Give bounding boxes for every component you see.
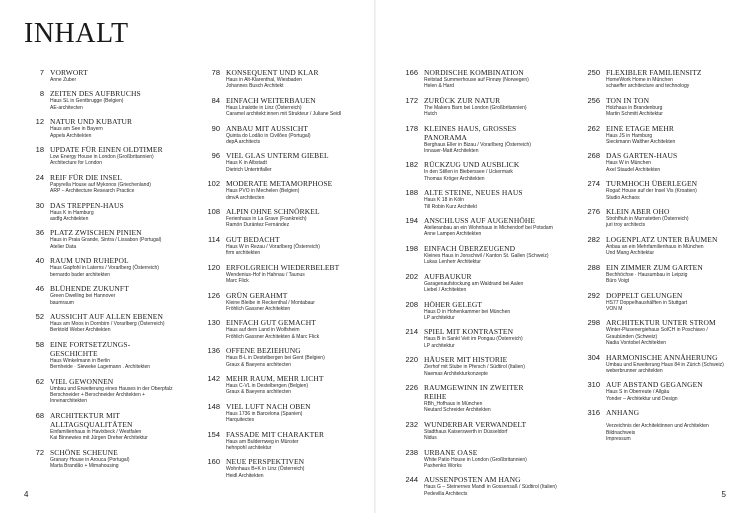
toc-entry (580, 151, 720, 173)
toc-page-number: 12 (35, 117, 44, 127)
toc-entry-author: Neutard Schreider Architekten (424, 407, 491, 414)
toc-page-number: 304 (587, 352, 600, 362)
toc-page-number: 46 (35, 284, 44, 294)
toc-entry-title: FLEXIBLER FAMILIENSITZ (606, 68, 702, 77)
toc-entry-title: RAUMGEWINN IN ZWEITER REIHE (424, 382, 524, 401)
toc-entry-subtitle: The Makers Barn bei London (Großbritannien) (424, 104, 527, 111)
toc-entry-author: Liebel / Architekten (424, 287, 467, 294)
toc-entry-author: Sieckmann Walther Architekten (606, 139, 676, 146)
toc-entry-title: RAUM UND RUHEPOL (50, 256, 129, 266)
toc-page-number: 78 (211, 68, 220, 77)
toc-entry-author: Till Robin Kurz Architekt (424, 203, 477, 210)
toc-entry-subtitle: Haus W in Rezau / Vorarlberg (Österreich) (226, 243, 320, 250)
toc-entry-subtitle: Haus C-VL in Destelbergen (Belgien) (226, 382, 309, 389)
toc-entry (200, 318, 340, 340)
toc-entry-subtitle: Haus am See in Bayern (50, 126, 103, 133)
toc-entry-title: HÄUSER MIT HISTORIE (424, 355, 508, 365)
toc-entry-author: Und Mang Architektur (606, 250, 655, 257)
toc-entry-title: FASSADE MIT CHARAKTER (226, 429, 325, 439)
toc-entry-subtitle: Haus K in Albstadt (226, 160, 267, 167)
toc-entry (200, 263, 340, 285)
toc-entry-subtitle: Haus K 18 in Köln (424, 197, 465, 204)
toc-entry-author: Nidus (424, 435, 437, 442)
toc-entry-author: firm architekten (226, 250, 261, 257)
toc-entry-title: RÜCKZUG UND AUSBLICK (424, 160, 520, 170)
toc-entry-author: LP architektur (424, 342, 455, 349)
toc-entry-author: asdfg Architekten (50, 216, 89, 223)
toc-entry-author: Dietrich Untertrifaller (226, 166, 272, 173)
toc-column-4 (580, 68, 724, 448)
toc-entry-author: Appels Architekten (50, 132, 92, 139)
toc-entry-subtitle: Haus in Alt-Klarenthal, Wiesbaden (226, 77, 302, 83)
toc-entry-title: EINFACH GUT GEMACHT (226, 318, 316, 328)
toc-entry-subtitle: Rogač House auf der Insel Vis (Kroatien) (606, 188, 697, 195)
toc-entry-author: juri troy architects (606, 222, 646, 229)
toc-page-number: 40 (35, 256, 44, 266)
toc-entry-subtitle: HS77 Doppelhaushälften in Stuttgart (606, 299, 688, 306)
toc-page-number: 310 (587, 380, 600, 390)
toc-entry (200, 124, 340, 146)
toc-entry (24, 173, 164, 195)
toc-entry (580, 408, 720, 442)
toc-entry-subtitle: RBh_Hofhaus in München (424, 400, 483, 407)
toc-entry-subtitle: White Patio House in London (Großbritannien) (424, 456, 527, 463)
toc-entry-author: ARP – Architecture Research Practice (50, 188, 135, 195)
toc-entry-author: Lukas Lenherr Architektur (424, 259, 481, 266)
toc-entry (580, 318, 720, 346)
toc-page-number: 232 (405, 419, 418, 429)
toc-page-number: 202 (405, 271, 418, 281)
toc-page-number: 182 (405, 160, 418, 170)
toc-entry (398, 475, 557, 497)
toc-entry-subtitle: Quinta do Lodão in Civilões (Portugal) (226, 132, 311, 139)
toc-entry-subtitle: Green Dwelling bei Hannover (50, 293, 116, 300)
toc-entry-author: Impressum (606, 435, 631, 442)
toc-entry-author: Architecture for London (50, 160, 102, 167)
toc-entry-title: VIEL GEWONNEN (50, 376, 114, 386)
toc-entry-title: OFFENE BEZIEHUNG (226, 346, 301, 356)
toc-page-number: 68 (35, 410, 44, 420)
toc-entry (24, 201, 164, 223)
toc-entry (398, 124, 538, 155)
toc-entry-author: Graux & Baeyens architecten (226, 389, 292, 396)
toc-page-number: 84 (211, 95, 220, 105)
toc-entry (580, 235, 720, 257)
toc-page-number: 102 (207, 179, 220, 189)
toc-entry-subtitle: Haus G – Steinernes Mandl in Gossensaß / Südtirol (Italien) (424, 484, 557, 491)
toc-entry-subtitle: Wendenius-Hof in Hahnau / Taunus (226, 271, 305, 278)
toc-entry-subtitle: Granary House in Arouca (Portugal) (50, 456, 130, 463)
toc-entry (398, 68, 538, 90)
toc-entry (200, 179, 340, 201)
toc-entry (200, 235, 340, 257)
toc-entry-title: DOPPELT GELUNGEN (606, 290, 683, 300)
toc-entry (24, 340, 164, 371)
toc-page-number: 282 (587, 234, 600, 244)
toc-entry-author: Innenarchitekten (50, 398, 87, 405)
toc-entry (24, 68, 164, 83)
toc-entry-author: Naemas Architekturkonzepte (424, 370, 488, 377)
toc-entry-author: Studio Archaos (606, 194, 640, 201)
toc-entry-subtitle: Graubünden (Schweiz) (606, 333, 658, 340)
toc-entry (398, 96, 538, 118)
toc-entry-title: SCHÖNE SCHEUNE (50, 447, 118, 457)
toc-page-number: 72 (35, 447, 44, 457)
toc-entry-title: ARCHITEKTUR MIT ALLTAGSQUALITÄTEN (50, 410, 133, 429)
toc-page-number: 250 (587, 68, 600, 77)
toc-entry-subtitle: Strohfhuh in Murnstetten (Österreich) (606, 216, 689, 223)
toc-page-number: 288 (587, 262, 600, 272)
toc-page-number: 292 (587, 290, 600, 300)
toc-entry-title: HÖHER GELEGT (424, 299, 483, 309)
toc-entry-author: Büro Voigt (606, 278, 630, 285)
toc-entry-author: Pashenko Works (424, 462, 462, 469)
toc-entry-author: Marc Flick (226, 278, 249, 285)
toc-entry-title: VIEL LUFT NACH OBEN (226, 401, 311, 411)
toc-page-number: 274 (587, 179, 600, 189)
toc-entry-title: ANHANG (606, 408, 640, 418)
toc-entry-author: Graux & Baeyens architecten (226, 361, 292, 368)
toc-entry-subtitle: Haus W in München (606, 160, 652, 167)
toc-entry-author: Nadia Vontobel Architekten (606, 340, 667, 347)
toc-page-number: 262 (587, 123, 600, 133)
toc-entry-author: Bernheide · Sieweke Lagemann . Architekten (50, 364, 151, 371)
toc-page-number: 316 (587, 408, 600, 418)
toc-page-number: 142 (207, 373, 220, 383)
toc-entry (24, 228, 164, 250)
toc-entry-title: EINFACH ÜBERZEUGEND (424, 243, 516, 253)
toc-entry (398, 300, 538, 322)
toc-entry (24, 312, 164, 334)
toc-entry-author: Fröhlich Gassner Architekten (226, 305, 291, 312)
toc-page-number: 220 (405, 355, 418, 365)
page-title: INHALT (24, 18, 129, 49)
toc-page-number: 96 (211, 151, 220, 161)
toc-entry-subtitle: Wohnhaus B+K in Linz (Österreich) (226, 466, 305, 473)
toc-entry (580, 380, 720, 402)
toc-page-number: 276 (587, 207, 600, 217)
toc-entry-author: hehnpohl architektur (226, 444, 272, 451)
toc-entry-author: bernardo bader architekten (50, 271, 111, 278)
toc-page-number: 208 (405, 299, 418, 309)
toc-entry-author: dmvA architecten (226, 194, 265, 201)
toc-entry-author: Ramón Durántez Fernández (226, 222, 290, 229)
toc-entry-subtitle: Low Energy House in London (Großbritannien) (50, 154, 154, 161)
toc-page-number: 120 (207, 262, 220, 272)
toc-page-number: 36 (35, 228, 44, 238)
toc-page-number: 160 (207, 457, 220, 467)
toc-entry-title: GUT BEDACHT (226, 234, 280, 244)
toc-entry-subtitle: Einfamilienhaus in Havixbeck / Westfalen (50, 428, 142, 435)
toc-entry-author: Yonder – Architektur und Design (606, 395, 678, 402)
toc-entry-title: ALPIN OHNE SCHNÖRKEL (226, 207, 320, 217)
toc-entry-subtitle: Haus 1736 in Barcelona (Spanien) (226, 410, 303, 417)
toc-entry (24, 411, 164, 442)
toc-entry-title: HARMONISCHE ANNÄHERUNG (606, 352, 718, 362)
toc-entry-subtitle: Zierhof mit Stube in Pfersch / Südtirol (Italien) (424, 364, 525, 371)
toc-entry-title: AUF ABSTAND GEGANGEN (606, 380, 703, 390)
toc-entry-subtitle: Haus S in Oberreute / Allgäu (606, 389, 670, 396)
toc-entry-title: URBANE OASE (424, 447, 478, 457)
toc-entry (398, 448, 538, 470)
toc-entry-subtitle: Haus auf dem Land in Wolfsheim (226, 327, 300, 334)
toc-page-number: 268 (587, 151, 600, 161)
toc-entry-title: MEHR RAUM, MEHR LICHT (226, 373, 324, 383)
toc-entry-title: NEUE PERSPEKTIVEN (226, 457, 305, 467)
toc-page-number: 256 (587, 95, 600, 105)
toc-entry-title: ARCHITEKTUR UNTER STROM (606, 318, 716, 328)
toc-entry-subtitle: HomeWork Home in München (606, 77, 673, 83)
toc-entry (580, 207, 720, 229)
toc-entry-title: ALTE STEINE, NEUES HAUS (424, 188, 523, 198)
toc-entry-title: TURMHOCH ÜBERLEGEN (606, 179, 698, 189)
toc-entry-subtitle: Haus Gapfohl in Laterns / Vorarlberg (Österreich) (50, 265, 159, 272)
page-number-left: 4 (24, 490, 29, 499)
toc-entry-subtitle: Kleines Haus in Jonschwil / Kanton St. Gallen (Schweiz) (424, 252, 549, 259)
toc-entry-author: Anne Lampen Architekten (424, 231, 482, 238)
toc-entry-title: BLÜHENDE ZUKUNFT (50, 284, 129, 294)
toc-page-number: 30 (35, 200, 44, 210)
toc-entry-author: depA architects (226, 139, 261, 146)
toc-entry (398, 216, 553, 238)
toc-entry-subtitle: Holzhaus in Brandenburg (606, 104, 663, 111)
toc-entry-subtitle: Ferienhaus in La Grave (Frankreich) (226, 216, 307, 223)
toc-entry (24, 89, 164, 111)
toc-entry-subtitle: Umbau und Erweiterung eines Hauses in der Oberpfalz (50, 385, 173, 392)
toc-page-number: 166 (405, 68, 418, 77)
toc-entry-subtitle: Haus Winkelmann in Berlin (50, 357, 111, 364)
toc-entry-title: AUFBAUKUR (424, 271, 472, 281)
toc-entry-author: weberbrunner architekten (606, 367, 663, 374)
toc-entry (200, 346, 340, 368)
toc-entry (398, 272, 538, 294)
toc-entry (24, 284, 164, 306)
toc-entry-title: SPIEL MIT KONTRASTEN (424, 327, 514, 337)
toc-page-number: 238 (405, 447, 418, 457)
toc-page-number: 90 (211, 123, 220, 133)
toc-entry-title: NATUR UND KUBATUR (50, 117, 133, 127)
toc-entry (580, 263, 720, 285)
toc-entry-author: Berktold Weber Architekten (50, 327, 111, 334)
toc-page-number: 8 (39, 89, 44, 99)
toc-entry-title: PLATZ ZWISCHEN PINIEN (50, 228, 142, 238)
toc-entry-title: AUSSENPOSTEN AM HANG (424, 475, 521, 485)
toc-entry-author: Kai Binnewies mit Jürgen Dreher Architektur (50, 435, 148, 442)
toc-entry-title: ANBAU MIT AUSSICHT (226, 123, 309, 133)
toc-entry-author: Hutch (424, 111, 438, 118)
toc-entry (398, 383, 538, 414)
toc-entry (24, 145, 164, 167)
toc-entry-title: EINFACH WEITERBAUEN (226, 95, 316, 105)
toc-entry-title: KLEINES HAUS, GROSSES PANORAMA (424, 123, 517, 142)
toc-entry-subtitle: Garagenaufstockung am Waldrand bei Aalen (424, 280, 524, 287)
toc-entry-title: NORDISCHE KOMBINATION (424, 68, 524, 77)
page-number-right: 5 (721, 490, 726, 499)
toc-entry (580, 291, 720, 313)
toc-column-1 (24, 68, 173, 475)
toc-entry-title: ERFOLGREICH WIEDERBELEBT (226, 262, 340, 272)
toc-entry-subtitle: Anbau an ein Mehrfamilienhaus in München (606, 243, 704, 250)
toc-entry (398, 420, 538, 442)
book-spine (374, 0, 376, 513)
toc-entry (200, 402, 340, 424)
toc-entry-author: Johannes Busch Architekt (226, 83, 284, 90)
toc-entry (200, 374, 340, 396)
toc-entry (398, 188, 538, 210)
toc-page-number: 7 (39, 68, 44, 77)
toc-page-number: 148 (207, 401, 220, 411)
toc-page-number: 126 (207, 290, 220, 300)
toc-entry (580, 68, 720, 90)
toc-column-2 (200, 68, 340, 485)
toc-entry (200, 291, 340, 313)
toc-entry-subtitle: Haus JS in Hamburg (606, 132, 653, 139)
toc-entry-subtitle: Haus PVO in Mechelen (Belgien) (226, 188, 300, 195)
toc-entry (580, 124, 720, 146)
toc-page-number: 226 (405, 382, 418, 392)
toc-entry-author: baumraum (50, 299, 74, 306)
toc-entry-subtitle: Haus am Buldernweg in Münster (226, 438, 299, 445)
toc-entry-title: ZURÜCK ZUR NATUR (424, 95, 501, 105)
toc-entry-title: EINE FORTSETZUNGS-GESCHICHTE (50, 339, 131, 358)
toc-entry-title: ZEITEN DES AUFBRUCHS (50, 89, 141, 99)
toc-entry (580, 352, 724, 375)
toc-entry (200, 68, 340, 90)
toc-entry-title: KLEIN ABER OHO (606, 207, 670, 217)
toc-entry-author: Atelier Data (50, 243, 77, 250)
toc-entry-subtitle: Haus B in Sankt Veit im Pongau (Österreich) (424, 336, 523, 343)
toc-entry (24, 376, 173, 405)
toc-entry-subtitle: Haus K in Hamburg (50, 209, 94, 216)
toc-entry (398, 355, 538, 377)
toc-entry-title: EIN ZIMMER ZUM GARTEN (606, 262, 703, 272)
toc-entry (580, 179, 720, 201)
toc-entry-subtitle: Stadthaus Kaiserswerth in Düsseldorf (424, 428, 508, 435)
toc-entry-title: LOGENPLATZ UNTER BÄUMEN (606, 234, 718, 244)
toc-entry-subtitle: Umbau und Erweiterung Haus 84 in Zürich (Schweiz) (606, 361, 724, 368)
toc-page-number: 188 (405, 188, 418, 198)
toc-entry-author: Innauer-Matt Architekten (424, 148, 479, 155)
toc-entry-author: Pedevilla Architects (424, 490, 468, 497)
toc-entry-title: VIEL GLAS UNTERM GIEBEL (226, 151, 329, 161)
toc-entry (398, 327, 538, 349)
toc-entry-author: schaeffer architecture and technology (606, 83, 690, 90)
toc-entry-title: ANSCHLUSS AUF AUGENHÖHE (424, 216, 536, 226)
toc-entry-author: Helen & Hard (424, 83, 455, 90)
toc-entry-title: KONSEQUENT UND KLAR (226, 68, 319, 77)
toc-page-number: 62 (35, 376, 44, 386)
toc-entry-title: DAS TREPPEN-HAUS (50, 200, 124, 210)
toc-entry-subtitle: Haus D in Hohenkammer bei München (424, 308, 511, 315)
toc-entry (580, 96, 720, 118)
toc-entry-author: AE-architecten (50, 104, 83, 111)
toc-entry-title: UPDATE FÜR EINEN OLDTIMER (50, 145, 163, 155)
toc-entry-subtitle: Bechhöchse · Hausumbau in Leipzig (606, 271, 688, 278)
toc-page-number: 194 (405, 216, 418, 226)
toc-entry-author: Thomas Kröger Architekten (424, 175, 485, 182)
toc-entry-title: AUSSICHT AUF ALLEN EBENEN (50, 311, 163, 321)
toc-entry-author: Fröhlich Gassner Architekten & Marc Flick (226, 333, 320, 340)
toc-page-number: 214 (405, 327, 418, 337)
toc-entry-author: Heidl Architekten (226, 472, 264, 479)
toc-page-number: 58 (35, 339, 44, 349)
toc-entry-subtitle: Haus SL in Gentbrugge (Belgien) (50, 98, 124, 105)
toc-entry (200, 96, 340, 118)
toc-page-number: 114 (208, 234, 220, 244)
toc-entry-author: Axel Staudel Architekten (606, 166, 661, 173)
toc-column-3 (398, 68, 557, 503)
toc-entry (200, 430, 340, 452)
toc-entry (24, 448, 164, 470)
toc-entry-subtitle: Winter-Plusenergiehaus SolCH in Poschiavo / (606, 327, 708, 334)
toc-entry-subtitle: Haus in Praia Grande, Sintra / Lissabon (Portugal) (50, 237, 162, 244)
toc-entry-author: Martin Schmitt Architektur (606, 111, 663, 118)
toc-entry-author: Anne Zuber (50, 77, 77, 83)
toc-entry-subtitle: Haus Linalotte in Linz (Österreich) (226, 104, 302, 111)
toc-entry-author: VON M (606, 305, 623, 312)
toc-entry-author: Harquitectes (226, 417, 255, 424)
toc-entry-subtitle: Reitstad Summerhouse auf Finnøy (Norwegen) (424, 77, 529, 83)
toc-entry (24, 256, 164, 278)
toc-entry-title: REIF FÜR DIE INSEL (50, 172, 123, 182)
toc-entry-title: VORWORT (50, 68, 88, 77)
toc-entry (200, 207, 340, 229)
toc-entry-title: WUNDERBAR VERWANDELT (424, 419, 527, 429)
toc-entry-subtitle: Berschneider + Berschneider Architekten + (50, 391, 146, 398)
toc-entry-author: Marta Brandão + Mimahousing (50, 462, 119, 469)
toc-page-number: 18 (35, 145, 44, 155)
toc-page-number: 298 (587, 318, 600, 328)
toc-entry-subtitle: In den Stillen in Bieberssee / Uckermark (424, 169, 513, 176)
toc-entry (24, 117, 164, 139)
toc-entry-subtitle: Papyrella House auf Mykonos (Griechenland) (50, 181, 151, 188)
toc-entry (200, 151, 340, 173)
toc-entry-subtitle: Haus am Moos in Dornbirn / Vorarlberg (Österreich) (50, 320, 165, 327)
toc-entry-title: TON IN TON (606, 95, 650, 105)
toc-entry-title: EINE ETAGE MEHR (606, 123, 674, 133)
toc-page-number: 154 (207, 429, 220, 439)
toc-entry-title: MODERATE METAMORPHOSE (226, 179, 333, 189)
toc-page-number: 244 (405, 475, 418, 485)
toc-page-number: 24 (35, 172, 44, 182)
toc-entry (398, 243, 549, 266)
toc-page-number: 198 (405, 243, 418, 253)
toc-entry-subtitle: Verzeichnis der Architektinnen und Architekten (606, 423, 709, 430)
toc-entry-subtitle: Kleine Bleibe in Reckenthal / Montabaur (226, 299, 315, 306)
toc-entry-author: LP architektur (424, 314, 455, 321)
toc-page-number: 108 (207, 207, 220, 217)
toc-entry-subtitle: Berghaus Eller in Bizau / Vorarlberg (Österreich) (424, 141, 531, 148)
toc-page-number: 178 (405, 123, 418, 133)
toc-page-number: 52 (35, 311, 44, 321)
toc-page-number: 136 (207, 346, 220, 356)
toc-entry-subtitle: Bildnachweis (606, 429, 636, 436)
toc-page-number: 172 (405, 95, 418, 105)
toc-entry-author: Caramel architekt:innen mit Strukteur / Juliane Seidl (226, 111, 342, 118)
toc-entry-subtitle: Haus B-L in Destelbergen bei Gent (Belgien) (226, 355, 325, 362)
toc-page-number: 130 (207, 318, 220, 328)
toc-entry-title: DAS GARTEN-HAUS (606, 151, 678, 161)
toc-entry-subtitle: Atelieranbau an ein Wohnhaus in Michendorf bei Potsdam (424, 225, 553, 232)
toc-entry (398, 160, 538, 182)
toc-entry (200, 457, 340, 479)
toc-entry-title: GRÜN GERAHMT (226, 290, 288, 300)
